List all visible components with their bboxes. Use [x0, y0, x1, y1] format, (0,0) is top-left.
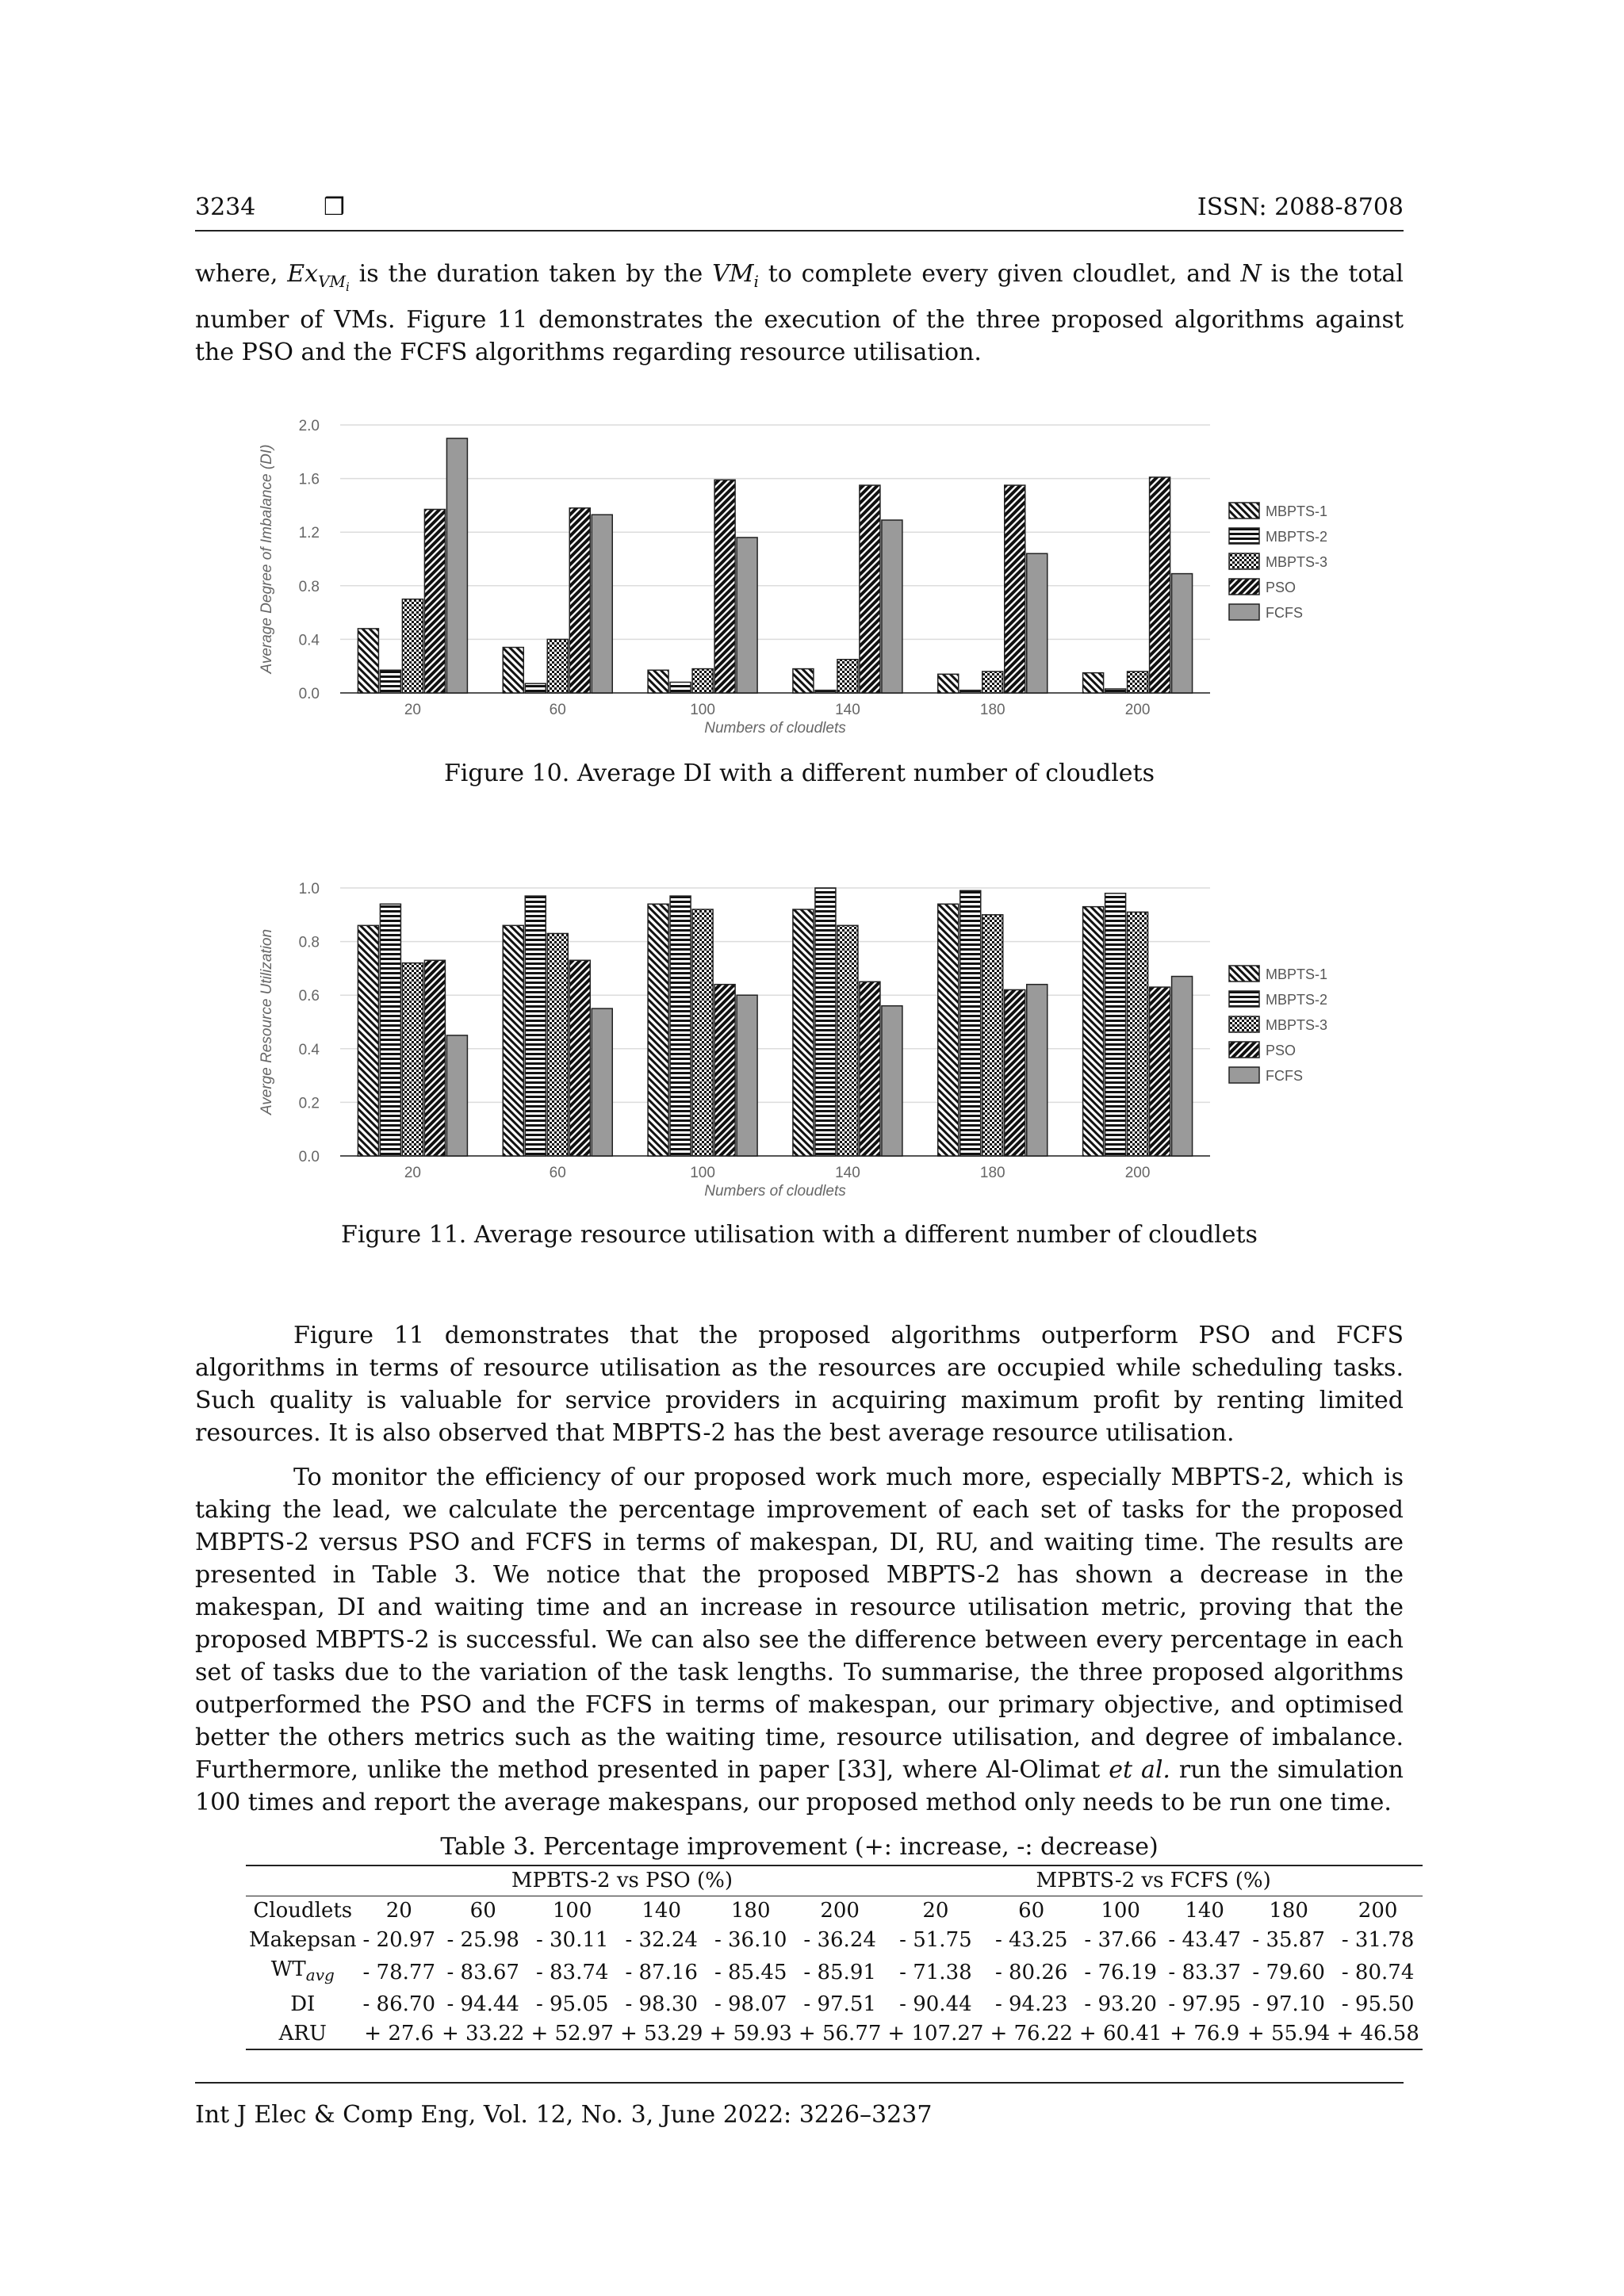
row-label: Makepsan — [249, 1928, 357, 1952]
bar-mbpts-1 — [938, 904, 959, 1156]
bar-mbpts-3 — [402, 599, 423, 693]
table-cell: - 43.47 — [1168, 1928, 1241, 1952]
bar-pso — [860, 485, 880, 693]
legend-label: PSO — [1266, 1043, 1297, 1058]
table-empty-corner — [246, 1866, 360, 1896]
table-cell: + 27.6 — [360, 2019, 439, 2049]
table-cell: - 98.30 — [625, 1992, 698, 2017]
cloudlets-header: Cloudlets — [253, 1899, 353, 1923]
footer-citation: Int J Elec & Comp Eng, Vol. 12, No. 3, June 2022: 3226–3237 — [195, 2101, 933, 2129]
table-cell: - 95.05 — [535, 1992, 609, 2017]
y-tick-label: 1.2 — [298, 525, 320, 542]
table-cell: + 76.9 — [1165, 2019, 1243, 2049]
page-number: 3234 — [195, 193, 256, 221]
bar-mbpts-3 — [982, 672, 1003, 693]
bar-mbpts-2 — [960, 890, 981, 1156]
bar-mbpts-1 — [358, 629, 378, 693]
legend-swatch — [1229, 604, 1259, 620]
bar-mbpts-3 — [1128, 672, 1148, 693]
bar-mbpts-2 — [815, 691, 836, 693]
column-header: 60 — [469, 1899, 496, 1923]
table-cell: - 71.38 — [899, 1960, 972, 1984]
row-label: ARU — [246, 2019, 360, 2049]
x-tick-label: 180 — [979, 1165, 1005, 1181]
legend-label: FCFS — [1266, 1068, 1303, 1084]
table-cell: + 33.22 — [439, 2019, 527, 2049]
figure-10-caption: Figure 10. Average DI with a different number of cloudlets — [443, 760, 1155, 787]
bar-mbpts-1 — [1083, 907, 1104, 1156]
body-paragraph-2: To monitor the efficiency of our proposed work much more, especially MBPTS-2, which is taking the lead, we calculate the percentage improvement of each set of tasks for the proposed MBPTS-2 versus PSO and FCFS in terms of makespan, DI, RU, and waiting time. The results are presented in Table 3. We notice that the proposed MBPTS-2 has shown a decrease in the makespan, DI and waiting time and an increase in resource utilisation metric, proving that the proposed MBPTS-2 is successful. We can also see the difference between every percentage in each set of tasks due to the variation of the task lengths. To summarise, the three proposed algorithms outperformed the PSO and the FCFS in terms of makespan, our primary objective, and optimised better the others metrics such as the waiting time, resource utilisation, and degree of imbalance. Furthermore, unlike the method presented in paper [33], where Al-Olimat et al. run the simulation 100 times and report the average makespans, our proposed method only needs to be run one time. — [195, 1464, 1404, 1816]
column-header: 200 — [1358, 1899, 1398, 1923]
figure-11-caption: Figure 11. Average resource utilisation with a different number of cloudlets — [341, 1221, 1258, 1249]
bar-fcfs — [737, 995, 757, 1156]
x-tick-label: 100 — [690, 702, 715, 718]
table-cell: - 85.91 — [803, 1960, 876, 1984]
intro-text-3: to complete every given cloudlet, and — [758, 260, 1241, 288]
x-tick-label: 140 — [835, 1165, 860, 1181]
row-label: DI — [290, 1992, 316, 2017]
x-tick-label: 200 — [1124, 1165, 1151, 1181]
bar-pso — [569, 508, 590, 693]
bar-fcfs — [592, 515, 612, 693]
page-footer — [195, 2082, 1404, 2129]
math-n: N — [1240, 260, 1262, 288]
legend-label: MBPTS-1 — [1266, 966, 1328, 982]
bar-mbpts-2 — [815, 888, 836, 1156]
table-cell: - 31.78 — [1341, 1928, 1415, 1952]
legend-swatch — [1229, 528, 1259, 544]
bar-mbpts-3 — [692, 669, 713, 693]
bar-fcfs — [592, 1008, 612, 1156]
column-header: 180 — [1269, 1899, 1308, 1923]
bar-fcfs — [882, 520, 902, 693]
bar-mbpts-2 — [670, 682, 691, 693]
x-tick-label: 20 — [404, 702, 421, 718]
table-cell: - 36.10 — [714, 1928, 787, 1952]
table-caption: Table 3. Percentage improvement (+: increase, -: decrease) — [440, 1833, 1159, 1861]
intro-text-4: is the total number of VMs. Figure 11 demonstrates the execution of the three proposed algorithms against the PSO and the FCFS algorithms regarding resource utilisation. — [195, 260, 1404, 366]
table-cell: - 93.20 — [1084, 1992, 1157, 2017]
bar-mbpts-1 — [648, 670, 668, 693]
group-header-pso: MPBTS-2 vs PSO (%) — [360, 1866, 885, 1896]
table-cell: + 55.94 — [1244, 2019, 1333, 2049]
table-cell: - 98.07 — [714, 1992, 787, 2017]
y-axis-label: Average Degree of Imbalance (DI) — [259, 444, 275, 674]
table-cell: - 36.24 — [803, 1928, 876, 1952]
di-bar-chart — [195, 404, 1404, 745]
table-cell: + 52.97 — [527, 2019, 616, 2049]
group-header-fcfs: MPBTS-2 vs FCFS (%) — [884, 1866, 1422, 1896]
legend-swatch — [1229, 966, 1259, 982]
bar-mbpts-2 — [380, 670, 400, 693]
bar-pso — [860, 982, 880, 1156]
figure-11 — [195, 867, 1404, 1256]
improvement-table — [246, 1865, 1423, 2050]
y-tick-label: 0.6 — [298, 988, 320, 1005]
y-tick-label: 0.4 — [298, 1041, 320, 1058]
table-cell: - 20.97 — [362, 1928, 435, 1952]
math-ex-vm: $Ex_{VM_i}$ — [287, 260, 350, 294]
table-cell: + 107.27 — [884, 2019, 986, 2049]
column-header: 100 — [1101, 1899, 1140, 1923]
bar-mbpts-2 — [1105, 689, 1126, 693]
x-axis-label: Numbers of cloudlets — [704, 1183, 846, 1200]
legend-swatch — [1229, 579, 1259, 595]
table-cell: + 76.22 — [986, 2019, 1075, 2049]
bar-pso — [1150, 987, 1170, 1156]
column-header: 60 — [1018, 1899, 1045, 1923]
table-row — [246, 1955, 1423, 1990]
bar-fcfs — [737, 538, 757, 693]
legend-label: MBPTS-1 — [1266, 503, 1328, 519]
legend-swatch — [1229, 1042, 1259, 1058]
x-tick-label: 60 — [549, 1165, 566, 1181]
y-tick-label: 0.2 — [298, 1095, 320, 1112]
table-cell: - 94.23 — [994, 1992, 1068, 2017]
legend-label: MBPTS-2 — [1266, 992, 1328, 1008]
bar-mbpts-1 — [1083, 673, 1104, 693]
bar-mbpts-2 — [525, 896, 546, 1156]
legend-label: FCFS — [1266, 605, 1303, 621]
table-cell: - 32.24 — [625, 1928, 698, 1952]
bar-mbpts-1 — [648, 904, 668, 1156]
bar-fcfs — [882, 1006, 902, 1156]
bar-mbpts-1 — [503, 648, 523, 693]
table-cell: - 83.67 — [446, 1960, 519, 1984]
bar-pso — [1005, 989, 1025, 1156]
y-tick-label: 0.4 — [298, 632, 320, 649]
table-cell: + 53.29 — [617, 2019, 706, 2049]
intro-text-1: where, — [195, 260, 288, 288]
table-cell: - 51.75 — [899, 1928, 972, 1952]
column-header: 200 — [820, 1899, 860, 1923]
column-header: 100 — [552, 1899, 592, 1923]
column-header: 20 — [385, 1899, 412, 1923]
y-tick-label: 0.0 — [298, 1149, 320, 1165]
table-cell: - 83.74 — [535, 1960, 609, 1984]
bar-pso — [424, 960, 445, 1156]
table-cell: - 86.70 — [362, 1992, 435, 2017]
bar-mbpts-3 — [982, 915, 1003, 1156]
bar-pso — [714, 985, 735, 1156]
table-cell: - 80.26 — [994, 1960, 1068, 1984]
y-tick-label: 0.0 — [298, 686, 320, 702]
bar-fcfs — [1172, 574, 1193, 693]
intro-text-2: is the duration taken by the — [349, 260, 713, 288]
legend-label: MBPTS-3 — [1266, 1017, 1328, 1033]
x-tick-label: 60 — [549, 702, 566, 718]
issn: ISSN: 2088-8708 — [1197, 193, 1404, 221]
y-tick-label: 1.0 — [298, 881, 320, 897]
bar-fcfs — [1027, 985, 1048, 1156]
column-header: 20 — [922, 1899, 949, 1923]
table-cell: - 43.25 — [994, 1928, 1068, 1952]
table-cell: - 97.10 — [1252, 1992, 1325, 2017]
bar-pso — [1005, 485, 1025, 693]
bar-mbpts-1 — [793, 669, 814, 693]
table-row — [246, 1926, 1423, 1955]
table-cell: - 79.60 — [1252, 1960, 1325, 1984]
table-cell: - 80.74 — [1341, 1960, 1415, 1984]
y-tick-label: 2.0 — [298, 418, 320, 434]
bar-pso — [424, 509, 445, 693]
bar-fcfs — [446, 1035, 467, 1156]
y-tick-label: 0.8 — [298, 934, 320, 951]
legend-swatch — [1229, 1016, 1259, 1032]
bar-mbpts-3 — [837, 660, 858, 693]
bar-mbpts-1 — [358, 925, 378, 1156]
y-tick-label: 1.6 — [298, 471, 320, 488]
figure-10 — [195, 404, 1404, 793]
legend-swatch — [1229, 503, 1259, 519]
bar-mbpts-3 — [547, 933, 568, 1156]
table-cell: + 46.58 — [1333, 2019, 1422, 2049]
bar-mbpts-3 — [547, 639, 568, 693]
table-row — [246, 1990, 1423, 2019]
x-tick-label: 100 — [690, 1165, 715, 1181]
table-cell: - 35.87 — [1252, 1928, 1325, 1952]
bar-pso — [1150, 477, 1170, 693]
table-cell: - 87.16 — [625, 1960, 698, 1984]
bar-pso — [569, 960, 590, 1156]
box-icon: ❒ — [324, 193, 345, 221]
table-cell: - 94.44 — [446, 1992, 519, 2017]
bar-fcfs — [1027, 553, 1048, 693]
legend-label: MBPTS-3 — [1266, 554, 1328, 570]
x-tick-label: 200 — [1124, 702, 1151, 718]
bar-mbpts-2 — [960, 691, 981, 693]
table-cell: - 95.50 — [1341, 1992, 1415, 2017]
legend-swatch — [1229, 553, 1259, 569]
table-cell: + 56.77 — [795, 2019, 884, 2049]
table-cell: - 30.11 — [535, 1928, 609, 1952]
bar-fcfs — [1172, 977, 1193, 1156]
legend-swatch — [1229, 1067, 1259, 1083]
legend-label: MBPTS-2 — [1266, 529, 1328, 545]
bar-mbpts-1 — [938, 674, 959, 693]
legend-label: PSO — [1266, 580, 1297, 595]
x-tick-label: 180 — [979, 702, 1005, 718]
body-paragraph-1: Figure 11 demonstrates that the proposed algorithms outperform PSO and FCFS algorithms in terms of resource utilisation as the resources are occupied while scheduling tasks. Such quality is valuable for service providers in acquiring maximum profit by renting limited resources. It is also observed that MBPTS-2 has the best average resource utilisation. — [195, 1322, 1404, 1447]
bar-mbpts-2 — [525, 683, 546, 693]
table-cell: - 25.98 — [446, 1928, 519, 1952]
table-cell: + 60.41 — [1076, 2019, 1165, 2049]
table-column-header-row — [246, 1896, 1423, 1927]
bar-mbpts-2 — [670, 896, 691, 1156]
bar-mbpts-1 — [793, 909, 814, 1156]
bar-mbpts-1 — [503, 925, 523, 1156]
table-cell: - 78.77 — [362, 1960, 435, 1984]
table-cell: + 59.93 — [706, 2019, 795, 2049]
page-header — [195, 193, 1404, 232]
bar-mbpts-2 — [380, 904, 400, 1156]
y-axis-label: Averge Resource Utilization — [259, 928, 275, 1115]
table-cell: - 97.51 — [803, 1992, 876, 2017]
table-row — [246, 2019, 1423, 2049]
math-vm: $VM_i$ — [712, 260, 759, 291]
bar-mbpts-3 — [837, 925, 858, 1156]
column-header: 140 — [1185, 1899, 1224, 1923]
table-cell: - 97.95 — [1168, 1992, 1241, 2017]
table-cell: - 37.66 — [1084, 1928, 1157, 1952]
column-header: 180 — [730, 1899, 771, 1923]
bar-fcfs — [446, 438, 467, 693]
bar-pso — [714, 480, 735, 693]
table-cell: - 85.45 — [714, 1960, 787, 1984]
resource-utilization-bar-chart — [195, 867, 1404, 1208]
table-cell: - 83.37 — [1168, 1960, 1241, 1984]
bar-mbpts-3 — [1128, 912, 1148, 1156]
legend-swatch — [1229, 991, 1259, 1007]
x-tick-label: 140 — [835, 702, 860, 718]
table-cell: - 90.44 — [899, 1992, 972, 2017]
bar-mbpts-3 — [402, 963, 423, 1156]
x-tick-label: 20 — [404, 1165, 421, 1181]
bar-mbpts-3 — [692, 909, 713, 1156]
table-cell: - 76.19 — [1084, 1960, 1157, 1984]
intro-paragraph — [195, 258, 1404, 369]
row-label: $WT_{avg}$ — [270, 1957, 335, 1985]
y-tick-label: 0.8 — [298, 578, 320, 595]
column-header: 140 — [642, 1899, 682, 1923]
bar-mbpts-2 — [1105, 894, 1126, 1156]
x-axis-label: Numbers of cloudlets — [704, 720, 846, 737]
table-group-header-row — [246, 1866, 1423, 1896]
